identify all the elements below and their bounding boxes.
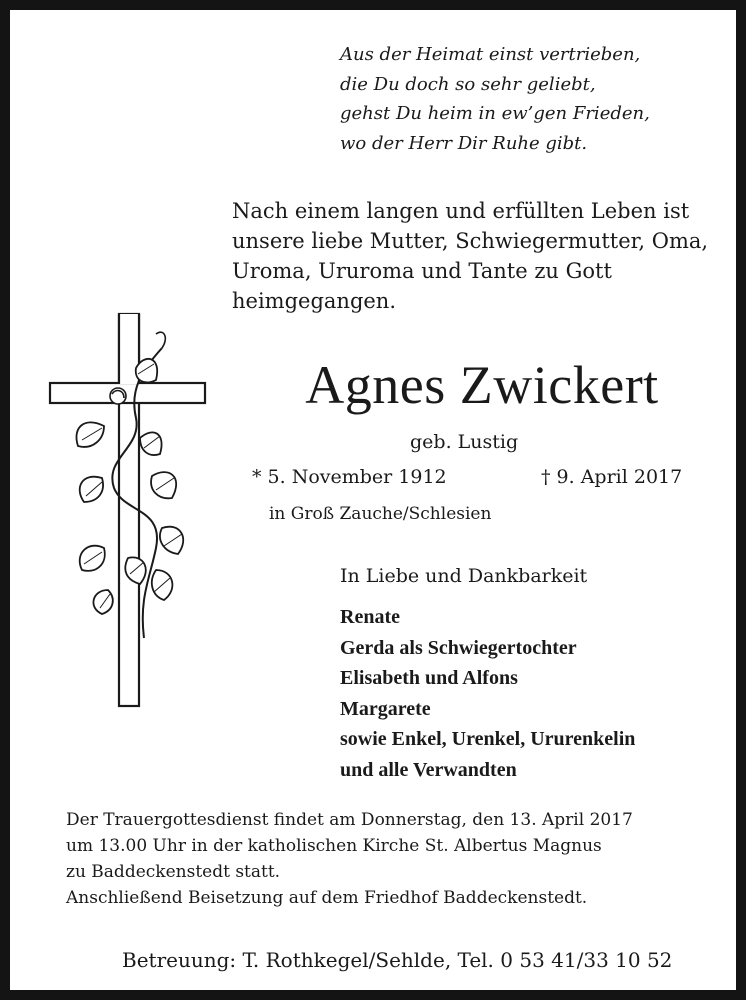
intro-line: Uroma, Ururoma und Tante zu Gott	[232, 259, 612, 283]
birth-date: * 5. November 1912	[252, 466, 447, 488]
intro-line: Nach einem langen und erfüllten Leben ist	[232, 199, 690, 223]
mourner: Margarete	[340, 697, 431, 720]
gratitude-line: In Liebe und Dankbarkeit	[340, 565, 588, 587]
service-line: Der Trauergottesdienst findet am Donnerstag, den 13. April 2017	[66, 810, 633, 830]
deceased-name: Agnes Zwickert	[305, 355, 659, 415]
mourner: Gerda als Schwiegertochter	[340, 636, 577, 659]
verse-line: Aus der Heimat einst vertrieben,	[340, 44, 641, 65]
memorial-verse	[340, 40, 720, 158]
mourner: sowie Enkel, Urenkel, Ururenkelin	[340, 728, 636, 750]
intro-text	[232, 196, 732, 316]
funeral-director-line: Betreuung: T. Rothkegel/Sehlde, Tel. 0 53 41/33 10 52	[122, 948, 673, 972]
service-line: zu Baddeckenstedt statt.	[66, 862, 281, 882]
birthplace: in Groß Zauche/Schlesien	[269, 504, 492, 524]
mourner: Elisabeth und Alfons	[340, 667, 518, 689]
mourner: Renate	[340, 606, 400, 628]
intro-line: unsere liebe Mutter, Schwiegermutter, Oma,	[232, 229, 709, 253]
intro-line: heimgegangen.	[232, 289, 397, 313]
mourners-list	[340, 602, 635, 785]
verse-line: wo der Herr Dir Ruhe gibt.	[340, 132, 588, 154]
service-details	[66, 807, 726, 911]
verse-line: die Du doch so sehr geliebt,	[340, 73, 596, 95]
mourner: und alle Verwandten	[340, 758, 517, 781]
maiden-name: geb. Lustig	[410, 431, 519, 453]
cross-with-vine-icon	[44, 308, 214, 708]
verse-line: gehst Du heim in ew’gen Frieden,	[340, 103, 650, 124]
service-line: um 13.00 Uhr in der katholischen Kirche St. Albertus Magnus	[66, 836, 602, 856]
service-line: Anschließend Beisetzung auf dem Friedhof Baddeckenstedt.	[66, 888, 588, 908]
death-date: † 9. April 2017	[541, 466, 683, 488]
